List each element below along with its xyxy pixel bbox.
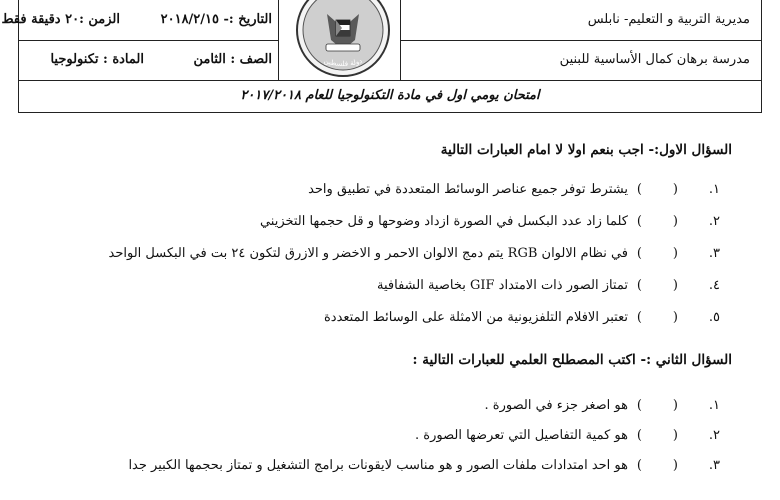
q1-item-text: يشترط توفر جميع عناصر الوسائط المتعددة في تطبيق واحد — [308, 182, 628, 197]
q2-item: ١. ( ) هو اصغر جزء في الصورة . — [484, 398, 720, 413]
q1-item: ٣. ( ) في نظام الالوان RGB يتم دمج الالوان الاحمر و الاخضر و الازرق لتكون ٢٤ بت في البكسل الواحد — [108, 246, 720, 261]
q2-item-number: ٣. — [708, 458, 720, 473]
date-label: التاريخ :- ٢٠١٨/٢/١٥ — [160, 12, 272, 27]
q1-item: ٥. ( ) تعتبر الافلام التلفزيونية من الامثلة على الوسائط المتعددة — [323, 310, 720, 325]
q1-item: ١. ( ) يشترط توفر جميع عناصر الوسائط المتعددة في تطبيق واحد — [308, 182, 720, 197]
q2-item-number: ١. — [708, 398, 720, 413]
q1-item-number: ١. — [708, 182, 720, 197]
q1-item-text: في نظام الالوان RGB يتم دمج الالوان الاحمر و الاخضر و الازرق لتكون ٢٤ بت في البكسل الواحد — [108, 246, 628, 261]
subject-label: المادة : تكنولوجيا — [50, 52, 144, 67]
q2-item: ٢. ( ) هو كمية التفاصيل التي تعرضها الصورة . — [415, 428, 720, 443]
q1-item: ٢. ( ) كلما زاد عدد البكسل في الصورة ازداد وضوحها و قل حجمها التخزيني — [259, 214, 720, 229]
school-label: مدرسة برهان كمال الأساسية للبنين — [559, 52, 750, 67]
question2-heading: السؤال الثاني :- اكتب المصطلح العلمي للعبارات التالية : — [412, 352, 732, 368]
exam-title: امتحان يومي اول في مادة التكنولوجيا للعام ٢٠١٧/٢٠١٨ — [240, 88, 540, 103]
question1-heading: السؤال الاول:- اجب بنعم اولا لا امام العبارات التالية — [440, 142, 732, 158]
header-divider-left — [18, 40, 278, 41]
q2-item-text: هو احد امتدادات ملفات الصور و هو مناسب لايقونات برامج التشغيل و تمتاز بحجمها الكبير جدا — [128, 458, 628, 473]
header-divider-right — [400, 40, 762, 41]
q2-item-number: ٢. — [708, 428, 720, 443]
q1-item-number: ٥. — [708, 310, 720, 325]
grade-label: الصف : الثامن — [193, 52, 272, 67]
q1-item-number: ٤. — [708, 278, 720, 293]
directorate-label: مديرية التربية و التعليم- نابلس — [587, 12, 750, 27]
q2-item: ٣. ( ) هو احد امتدادات ملفات الصور و هو مناسب لايقونات برامج التشغيل و تمتاز بحجمها الكبير جدا — [128, 458, 720, 473]
q1-item-number: ٢. — [708, 214, 720, 229]
logo-caption: دولة فلسطين — [322, 56, 364, 69]
q2-item-text: هو كمية التفاصيل التي تعرضها الصورة . — [415, 428, 628, 443]
q1-item-text: تمتاز الصور ذات الامتداد GIF بخاصية الشفافية — [377, 278, 628, 293]
q1-item-number: ٣. — [708, 246, 720, 261]
q1-item-text: تعتبر الافلام التلفزيونية من الامثلة على الوسائط المتعددة — [323, 310, 628, 325]
header-vline-left — [278, 0, 279, 80]
header-vline-right — [400, 0, 401, 80]
time-label: الزمن :٢٠ دقيقة فقط — [1, 12, 120, 27]
q2-item-text: هو اصغر جزء في الصورة . — [484, 398, 628, 413]
palestine-emblem-logo — [292, 0, 394, 84]
q1-item: ٤. ( ) تمتاز الصور ذات الامتداد GIF بخاصية الشفافية — [377, 278, 720, 293]
q1-item-text: كلما زاد عدد البكسل في الصورة ازداد وضوحها و قل حجمها التخزيني — [259, 214, 628, 229]
